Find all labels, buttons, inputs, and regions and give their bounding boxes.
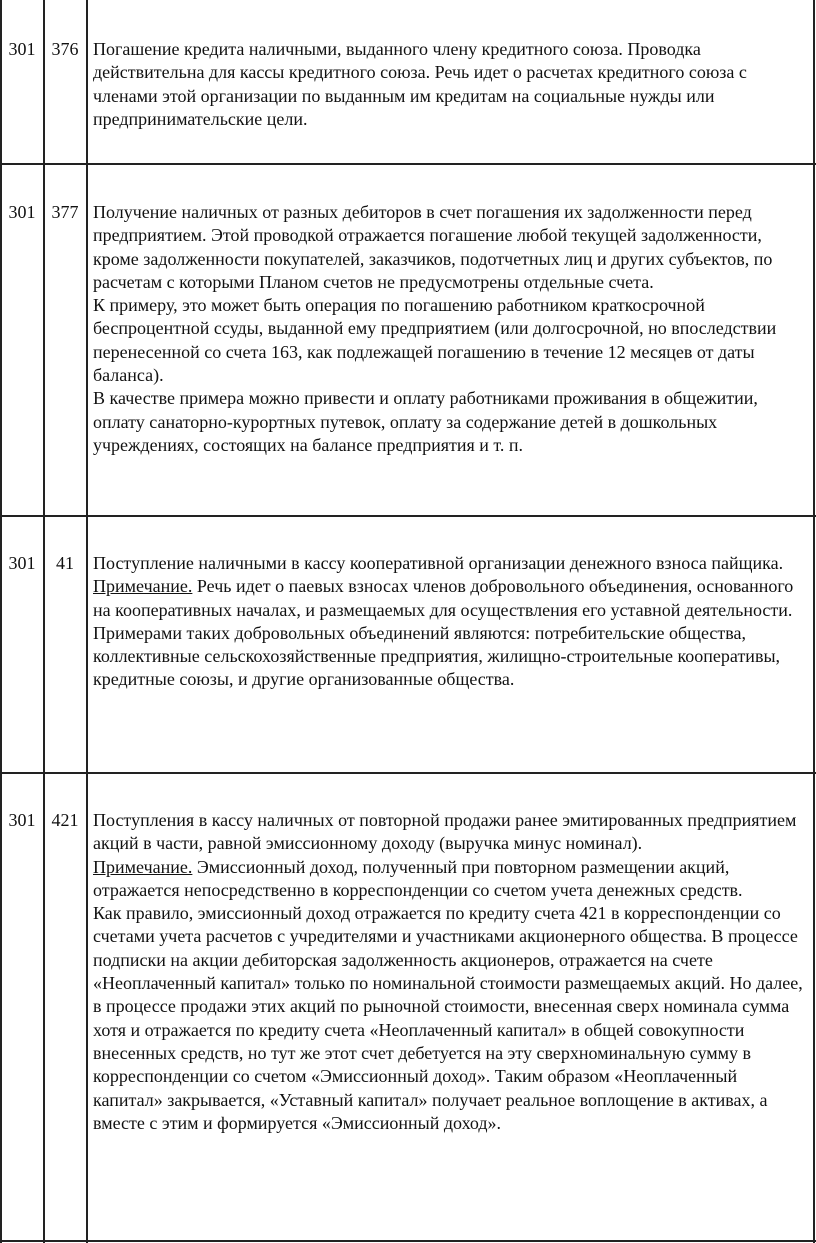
credit-account-cell: 41 [56, 553, 74, 573]
row-divider-4 [0, 1240, 816, 1242]
credit-account-cell: 421 [51, 810, 79, 830]
description-paragraph [93, 575, 805, 691]
table-column-divider-1 [43, 0, 45, 1243]
description-text: Как правило, эмиссионный доход отражается по кредиту счета 421 в корреспонденции со счетами учета расчетов с учредителями и участниками акционерного общества. В процессе подписки на акции дебиторская задолженность акционеров, отражается на счете «Неоплаченный капитал» только по номинальной стоимости размещаемых акций. Но далее, в процессе продажи этих акций по рыночной стоимости, внесенная сверх номинала сумма хотя и отражается по кредиту счета «Неоплаченный капитал» в общей совокупности внесенных средств, но тут же этот счет дебетуется на эту сверхноминальную сумму в корреспонденции со счетом «Эмиссионный доход». Таким образом «Неоплаченный капитал» закрывается, «Уставный капитал» получает реальное воплощение в активах, а вместе с этим и формируется «Эмиссионный доход». [93, 903, 803, 1133]
row-divider-3 [0, 772, 816, 774]
credit-account-cell: 376 [51, 39, 79, 59]
description-cell [93, 809, 805, 1135]
table-border-right [813, 0, 815, 1243]
note-label: Примечание. [93, 576, 193, 597]
table-border-left [0, 0, 2, 1243]
description-paragraph [93, 38, 805, 131]
debit-account-cell: 301 [8, 39, 36, 59]
description-paragraph [93, 201, 805, 294]
description-paragraph [93, 809, 805, 856]
credit-account-cell: 377 [51, 202, 79, 222]
description-cell [93, 552, 805, 692]
debit-account-cell: 301 [8, 553, 36, 573]
description-text: Получение наличных от разных дебиторов в счет погашения их задолженности перед предприятием. Этой проводкой отражается погашение любой текущей задолженности, кроме задолженности покупателей, заказчиков, подотчетных лиц и других субъектов, по расчетам с которыми Планом счетов не предусмотрены отдельные счета. [93, 202, 773, 292]
description-text: К примеру, это может быть операция по погашению работником краткосрочной беспроцентной ссуды, выданной ему предприятием (или долгосрочной, но впоследствии перенесенной со счета 163, как подлежащей погашению в течение 12 месяцев от даты баланса). [93, 295, 777, 386]
description-paragraph [93, 552, 805, 575]
description-text: Эмиссионный доход, полученный при повторном размещении акций, отражается непосредственно в корреспонденции со счетом учета денежных средств. [93, 856, 743, 900]
description-paragraph [93, 294, 805, 387]
description-paragraph [93, 856, 805, 903]
description-text: В качестве примера можно привести и оплату работниками проживания в общежитии, оплату санаторно-курортных путевок, оплату за содержание детей в дошкольных учреждениях, состоящих на балансе предприятия и т. п. [93, 388, 758, 455]
description-text: Поступление наличными в кассу кооперативной организации денежного взноса пайщика. [93, 553, 784, 573]
description-paragraph [93, 902, 805, 1135]
row-divider-2 [0, 515, 816, 517]
description-cell [93, 201, 805, 457]
description-text: Речь идет о паевых взносах членов добровольного объединения, основанного на кооперативных началах, и размещаемых для осуществления его уставной деятельности. Примерами таких добровольных объединений являются: потребительские общества, коллективные сельскохозяйственные предприятия, жилищно-строительные кооперативы, кредитные союзы, и другие организованные общества. [93, 576, 794, 690]
debit-account-cell: 301 [8, 810, 36, 830]
description-paragraph [93, 387, 805, 457]
description-text: Погашение кредита наличными, выданного члену кредитного союза. Проводка действительна для кассы кредитного союза. Речь идет о расчетах кредитного союза с членами этой организации по выданным им кредитам на социальные нужды или предпринимательские цели. [93, 39, 747, 129]
description-cell [93, 38, 805, 131]
debit-account-cell: 301 [8, 202, 36, 222]
row-divider-1 [0, 163, 816, 165]
table-column-divider-2 [86, 0, 88, 1243]
note-label: Примечание. [93, 856, 193, 877]
description-text: Поступления в кассу наличных от повторной продажи ранее эмитированных предприятием акций в части, равной эмиссионному доходу (выручка минус номинал). [93, 810, 797, 854]
